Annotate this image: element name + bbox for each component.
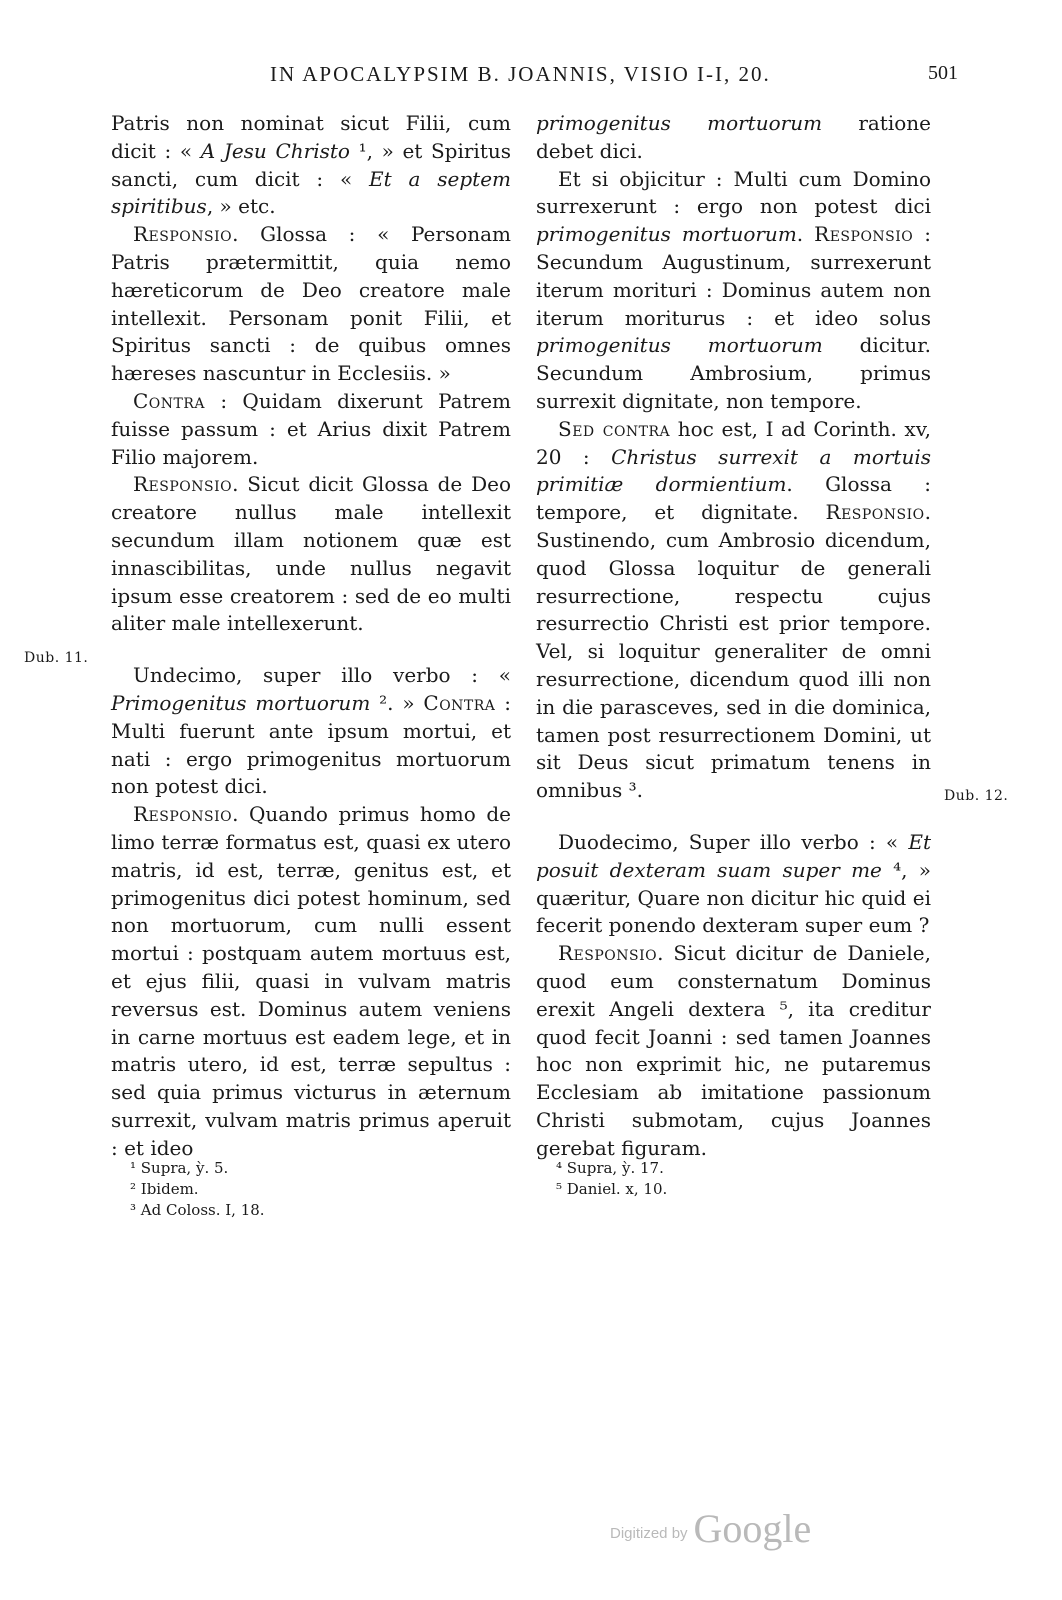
text-run: : Multi fuerunt ante ipsum mortui, et nati : ergo primogenitus mortuorum non potest dici. [111,690,511,799]
text-run: . Sicut dicitur de Daniele, quod eum consternatum Dominus erexit Angeli dextera ⁵, ita creditur quod fecit Joanni : sed tamen Joannes hoc non exprimit hic, ne putaremus Ecclesiam ab imitatione passionum Christi submotam, cujus Joannes gerebat figuram. [536,941,931,1160]
italic-text: Primogenitus mortuorum [111,690,371,715]
text-run: Duodecimo, Super illo verbo : « [558,829,909,854]
italic-text: A Jesu Christo [200,138,350,163]
italic-text: Et a septem spiritibus [111,166,511,219]
paragraph [111,221,511,388]
paragraph [536,110,931,166]
digitized-watermark [610,1505,811,1552]
italic-text: Et posuit dexteram suam super me [536,829,931,882]
italic-text: primogenitus mortuorum [536,111,823,135]
small-caps-text: Responsio [558,941,658,966]
italic-text: primogenitus mortuorum [536,333,823,358]
text-run: ¹, » et Spiritus sancti, cum dicit : « [111,138,512,191]
paragraph [111,471,511,638]
small-caps-text: Contra [423,690,496,715]
text-run: Undecimo, super illo verbo : « [133,663,511,688]
text-run: . [796,222,815,247]
small-caps-text: Contra [133,388,206,413]
text-run: . Glossa : tempore, et dignitate. [536,472,931,525]
text-run: : Secundum Augustinum, surrexerunt iterum morituri : Dominus autem non iterum moriturus : et ideo solus [536,222,932,330]
left-column [111,110,511,1162]
footnote: ¹ Supra, ỳ. 5. [130,1159,229,1177]
text-run: dicitur. Secundum Ambrosium, primus surrexit dignitate, non tempore. [536,333,932,413]
margin-note-dub-12: Dub. 12. [944,788,1009,804]
text-run: . Quando primus homo de limo terræ formatus est, quasi ex utero matris, id est, terræ, genitus est, et primogenitus dici potest hominum, sed non mortuorum, cum nulli essent mortui : postquam autem mortuus est, et ejus filii, quasi in vulvam matris reversus est. Dominus autem veniens in carne mortuus est eadem lege, et in matris utero, id est, terræ sepultus : sed quia primus victurus in æternum surrexit, vulvam matris primus aperuit : et ideo [111,802,511,1160]
small-caps-text: Responsio [825,500,925,525]
text-run: . Sicut dicit Glossa de Deo creatore nullus male intellexit secundum illam notionem quæ est innascibilitas, unde nullus negavit ipsum esse creatorem : sed de eo multi aliter male intellexerunt. [111,472,511,636]
footnotes-left [130,1158,430,1221]
small-caps-text: Responsio [133,472,233,497]
italic-text: Christus surrexit a mortuis primitiæ dormientium [536,444,931,497]
footnote: ⁴ Supra, ỳ. 17. [556,1159,664,1177]
small-caps-text: Responsio [133,802,233,827]
paragraph [536,166,931,416]
footnote: ³ Ad Coloss. I, 18. [130,1201,265,1219]
small-caps-text: Responsio [814,222,914,247]
page-number: 501 [928,62,958,84]
running-title: IN APOCALYPSIM B. JOANNIS, VISIO I-I, 20. [270,62,771,86]
paragraph [536,416,931,805]
text-run: ². » [370,690,424,715]
text-run: : Quidam dixerunt Patrem fuisse passum : et Arius dixit Patrem Filio majorem. [111,388,511,469]
text-run: ⁴, » quæritur, Quare non dicitur hic quid ei fecerit ponendo dexteram super eum ? [536,857,931,938]
text-run: hoc est, I ad Corinth. xv, 20 : [536,416,931,469]
google-logo: Google [693,1506,812,1551]
small-caps-text: Sed contra [558,416,671,441]
paragraph [111,110,511,221]
footnote: ⁵ Daniel. x, 10. [556,1180,668,1198]
text-run: Et si objicitur : Multi cum Domino surrexerunt : ergo non potest dici [536,166,931,219]
footnote: ² Ibidem. [130,1180,199,1198]
margin-note-dub-11: Dub. 11. [24,650,89,666]
small-caps-text: Responsio [133,222,233,247]
right-column [536,110,931,1162]
text-run: . Sustinendo, cum Ambrosio dicendum, quod Glossa loquitur de generali resurrectione, respectu cujus resurrectio Christi est prior tempore. Vel, si loquitur generaliter de omni resurrectione, dicendum quod illi non in die parasceves, sed in die dominica, tamen post resurrectionem Domini, ut sit Deus sicut primatum tenens in omnibus ³. [536,500,931,803]
text-run: ratione debet dici. [536,111,931,163]
paragraph-dubium-12 [536,829,931,940]
paragraph [536,940,931,1162]
text-run: Patris non nominat sicut Filii, cum dicit : « [111,111,511,163]
paragraph [111,388,511,471]
text-run: . Glossa : « Personam Patris prætermittit, quia nemo hæreticorum de Deo creatore male intellexit. Personam ponit Filii, et Spiritus sancti : de quibus omnes hæreses nascuntur in Ecclesiis. » [111,222,511,386]
italic-text: primogenitus mortuorum [536,222,797,247]
text-run: , » etc. [206,194,276,219]
footnotes-right [556,1158,856,1200]
paragraph [111,801,511,1162]
paragraph-dubium-11 [111,662,511,801]
watermark-prefix: Digitized by [610,1525,688,1542]
